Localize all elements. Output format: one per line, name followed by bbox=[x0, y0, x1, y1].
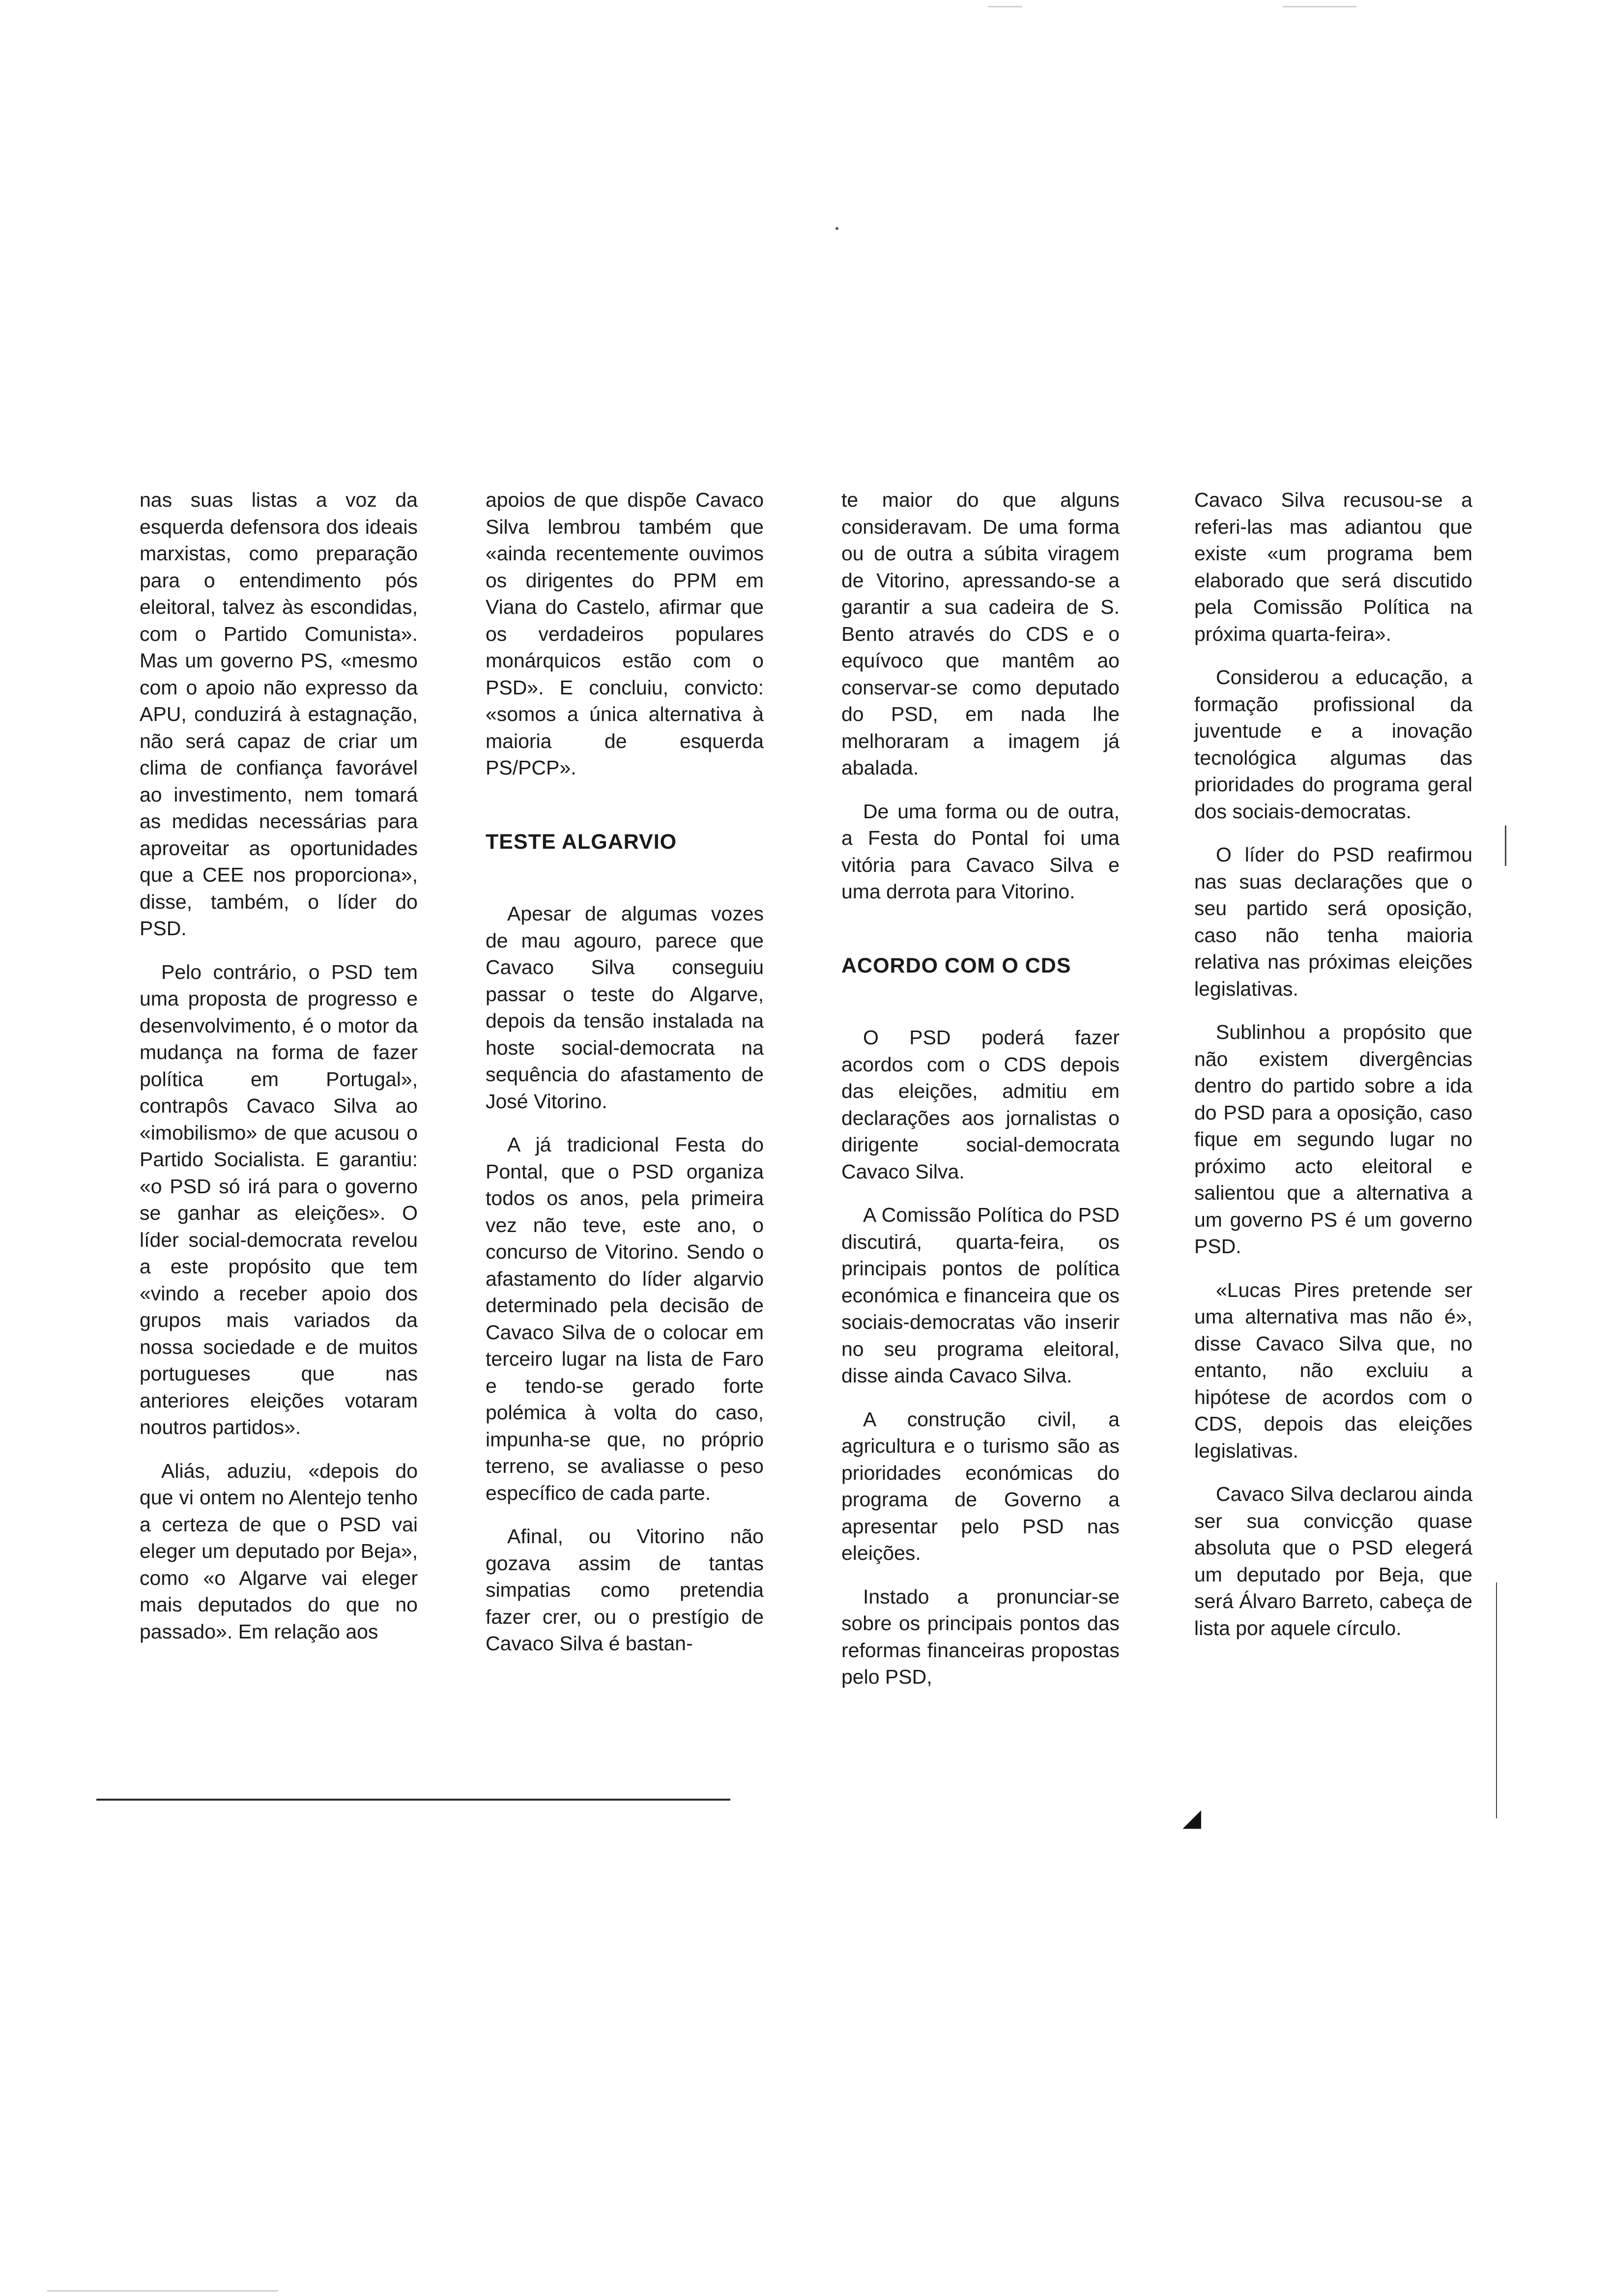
article-column-1 bbox=[140, 487, 418, 1662]
paragraph: te maior do que alguns consideravam. De uma forma ou de outra a súbita viragem de Vitorino, apressando-se a garantir a sua cadeira de S. Bento através do CDS e o equívoco que mantêm ao conservar-se como deputado do PSD, em nada lhe melhoraram a imagem já abalada. bbox=[841, 488, 1120, 779]
scan-smudge bbox=[988, 6, 1022, 7]
paragraph: A Comissão Política do PSD discutirá, quarta-feira, os principais pontos de política económica e financeira que os sociais-democratas vão inserir no seu programa eleitoral, disse ainda Cavaco Silva. bbox=[841, 1204, 1120, 1387]
paragraph: Instado a pronunciar-se sobre os principais pontos das reformas financeiras propostas pelo PSD, bbox=[841, 1585, 1120, 1688]
section-heading: ACORDO COM O CDS bbox=[841, 953, 1071, 977]
paragraph: Apesar de algumas vozes de mau agouro, parece que Cavaco Silva conseguiu passar o teste do Algarve, depois da tensão instalada na hoste social-democrata na sequência do afastamento de José Vitorino. bbox=[486, 902, 764, 1113]
scan-speck bbox=[835, 227, 838, 230]
paragraph: «Lucas Pires pretende ser uma alternativa mas não é», disse Cavaco Silva que, no entanto, não excluiu a hipótese de acordos com o CDS, depois das eleições legislativas. bbox=[1194, 1278, 1472, 1462]
scan-smudge bbox=[1283, 6, 1356, 7]
paragraph: Afinal, ou Vitorino não gozava assim de tantas simpatias como pretendia fazer crer, ou o prestígio de Cavaco Silva é bastan- bbox=[486, 1525, 764, 1655]
paragraph: Cavaco Silva recusou-se a referi-las mas adiantou que existe «um programa bem elaborado que será discutido pela Comissão Política na próxima quarta-feira». bbox=[1194, 488, 1472, 645]
article-column-2 bbox=[486, 487, 764, 1674]
paragraph: Cavaco Silva declarou ainda ser sua convicção quase absoluta que o PSD elegerá um deputado por Beja, que será Álvaro Barreto, cabeça de lista por aquele círculo. bbox=[1194, 1483, 1472, 1639]
section-heading: TESTE ALGARVIO bbox=[486, 830, 677, 854]
scan-mark-line bbox=[1496, 1582, 1497, 1818]
article-column-4 bbox=[1194, 487, 1472, 1658]
paragraph: A já tradicional Festa do Pontal, que o PSD organiza todos os anos, pela primeira vez não teve, este ano, o concurso de Vitorino. Sendo o afastamento do líder algarvio determinado pela decisão de Cavaco Silva de o colocar em terceiro lugar na lista de Faro e tendo-se gerado forte polémica à volta do caso, impunha-se que, no próprio terreno, se avaliasse o peso específico de cada parte. bbox=[486, 1133, 764, 1504]
paragraph: A construção civil, a agricultura e o turismo são as prioridades económicas do programa de Governo a apresentar pelo PSD nas eleições. bbox=[841, 1407, 1120, 1564]
bottom-rule bbox=[96, 1799, 730, 1801]
article-column-3 bbox=[841, 487, 1120, 1707]
paragraph: O líder do PSD reafirmou nas suas declarações que o seu partido será oposição, caso não tenha maioria relativa nas próximas eleições legislativas. bbox=[1194, 843, 1472, 1000]
paragraph: O PSD poderá fazer acordos com o CDS depois das eleições, admitiu em declarações aos jornalistas o dirigente social-democrata Cavaco Silva. bbox=[841, 1026, 1120, 1183]
paragraph: apoios de que dispõe Cavaco Silva lembrou também que «ainda recentemente ouvimos os dirigentes do PPM em Viana do Castelo, afirmar que os verdadeiros populares monárquicos estão com o PSD». E concluiu, convicto: «somos a única alternativa à maioria de esquerda PS/PCP». bbox=[486, 488, 764, 779]
paragraph: Aliás, aduziu, «depois do que vi ontem no Alentejo tenho a certeza de que o PSD vai eleger um deputado por Beja», como «o Algarve vai eleger mais deputados do que no passado». Em relação aos bbox=[140, 1459, 418, 1643]
scan-mark-line bbox=[1505, 826, 1506, 866]
paragraph: Considerou a educação, a formação profissional da juventude e a inovação tecnológica algumas das prioridades do programa geral dos sociais-democratas. bbox=[1194, 666, 1472, 823]
paragraph: nas suas listas a voz da esquerda defensora dos ideais marxistas, como preparação para o entendimento pós eleitoral, talvez às escondidas, com o Partido Comunista». Mas um governo PS, «mesmo com o apoio não expresso da APU, conduzirá à estagnação, não será capaz de criar um clima de confiança favorável ao investimento, nem tomará as medidas necessárias para aproveitar as oportunidades que a CEE nos proporciona», disse, também, o líder do PSD. bbox=[140, 488, 418, 940]
scan-smudge bbox=[47, 2290, 278, 2292]
paragraph: Pelo contrário, o PSD tem uma proposta de progresso e desenvolvimento, é o motor da mudança na forma de fazer política em Portugal», contrapôs Cavaco Silva ao «imobilismo» de que acusou o Partido Socialista. E garantiu: «o PSD só irá para o governo se ganhar as eleições». O líder social-democrata revelou a este propósito que tem «vindo a receber apoio dos grupos mais variados da nossa sociedade e de muitos portugueses que nas anteriores eleições votaram noutros partidos». bbox=[140, 960, 418, 1438]
paragraph: De uma forma ou de outra, a Festa do Pontal foi uma vitória para Cavaco Silva e uma derrota para Vitorino. bbox=[841, 800, 1120, 903]
end-of-article-mark: ◢ bbox=[1183, 1805, 1201, 1831]
paragraph: Sublinhou a propósito que não existem divergências dentro do partido sobre a ida do PSD para a oposição, caso fique em segundo lugar no próximo acto eleitoral e salientou que a alternativa a um governo PS é um governo PSD. bbox=[1194, 1021, 1472, 1258]
